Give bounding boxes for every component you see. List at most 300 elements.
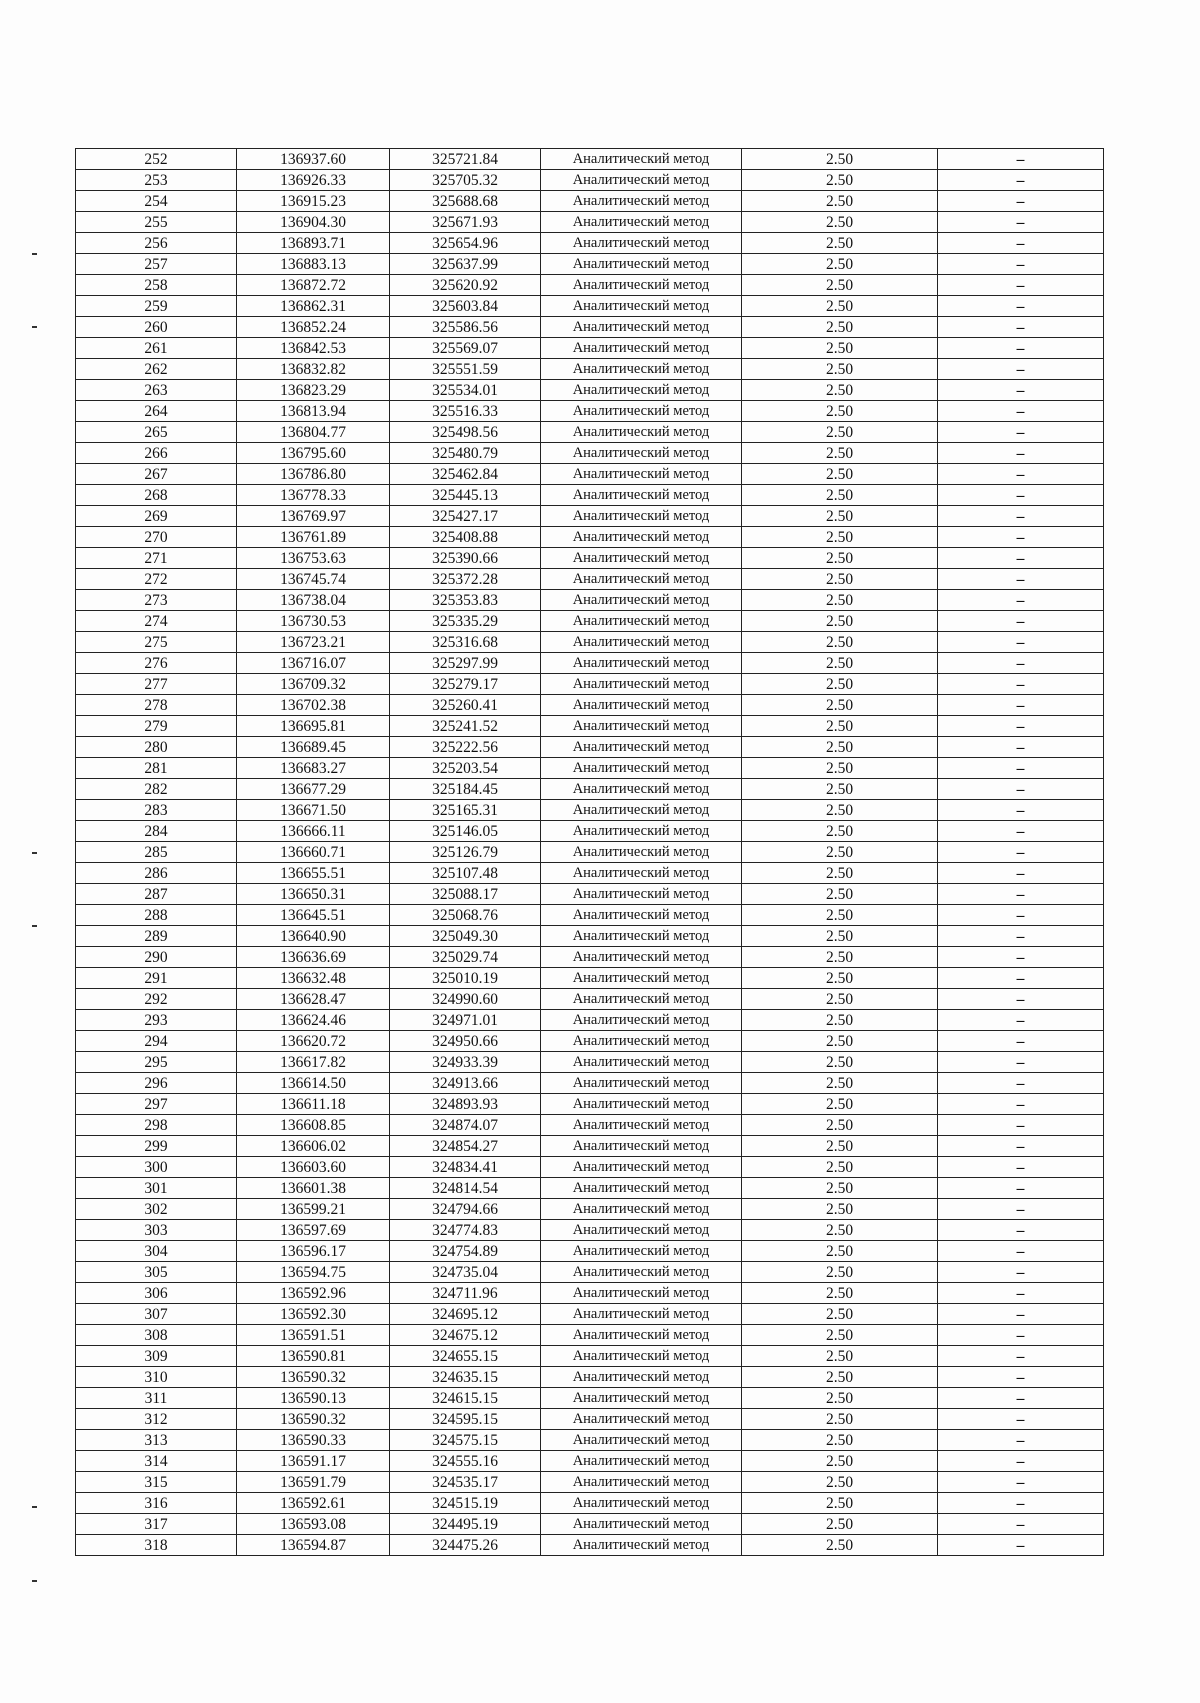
x-coordinate-text: 136592.96 (280, 1285, 346, 1302)
point-number-cell (76, 1262, 237, 1283)
y-coordinate-cell (390, 1472, 541, 1493)
y-coordinate-text: 325029.74 (432, 949, 498, 966)
method-text: Аналитический метод (572, 1159, 710, 1175)
point-number-cell (76, 422, 237, 443)
y-coordinate-text: 325408.88 (432, 529, 498, 546)
method-text: Аналитический метод (572, 739, 710, 755)
accuracy-text: 2.50 (825, 865, 854, 882)
point-number-text: 289 (144, 928, 168, 945)
method-text: Аналитический метод (572, 1516, 710, 1532)
accuracy-text: 2.50 (825, 1222, 854, 1239)
y-coordinate-text: 325010.19 (432, 970, 498, 987)
y-coordinate-text: 325049.30 (432, 928, 498, 945)
table-row (76, 716, 1104, 737)
accuracy-cell (742, 149, 938, 170)
point-number-text: 304 (144, 1243, 168, 1260)
point-number-cell (76, 1220, 237, 1241)
x-coordinate-text: 136883.13 (280, 256, 346, 273)
method-cell (541, 1241, 742, 1262)
method-cell (541, 1136, 742, 1157)
accuracy-cell (742, 989, 938, 1010)
y-coordinate-cell (390, 548, 541, 569)
note-text: – (1016, 1096, 1025, 1113)
note-cell (938, 296, 1104, 317)
accuracy-text: 2.50 (825, 613, 854, 630)
note-text: – (1016, 1264, 1025, 1281)
x-coordinate-text: 136893.71 (280, 235, 346, 252)
note-text: – (1016, 886, 1025, 903)
method-cell (541, 1178, 742, 1199)
note-cell (938, 1388, 1104, 1409)
accuracy-cell (742, 443, 938, 464)
method-text: Аналитический метод (572, 1054, 710, 1070)
accuracy-text: 2.50 (825, 1390, 854, 1407)
accuracy-text: 2.50 (825, 424, 854, 441)
y-coordinate-cell (390, 1094, 541, 1115)
accuracy-text: 2.50 (825, 382, 854, 399)
point-number-cell (76, 212, 237, 233)
method-cell (541, 842, 742, 863)
point-number-text: 253 (144, 172, 168, 189)
method-cell (541, 1262, 742, 1283)
x-coordinate-cell (237, 716, 390, 737)
x-coordinate-cell (237, 1262, 390, 1283)
method-text: Аналитический метод (572, 1243, 710, 1259)
x-coordinate-cell (237, 1283, 390, 1304)
x-coordinate-text: 136842.53 (280, 340, 346, 357)
point-number-text: 299 (144, 1138, 168, 1155)
method-text: Аналитический метод (572, 970, 710, 986)
x-coordinate-cell (237, 779, 390, 800)
y-coordinate-cell (390, 1010, 541, 1031)
method-cell (541, 1514, 742, 1535)
point-number-cell (76, 1136, 237, 1157)
point-number-cell (76, 1241, 237, 1262)
note-text: – (1016, 1222, 1025, 1239)
x-coordinate-text: 136709.32 (280, 676, 346, 693)
table-row (76, 170, 1104, 191)
x-coordinate-text: 136683.27 (280, 760, 346, 777)
note-cell (938, 1367, 1104, 1388)
accuracy-cell (742, 422, 938, 443)
y-coordinate-cell (390, 212, 541, 233)
point-number-cell (76, 737, 237, 758)
x-coordinate-cell (237, 191, 390, 212)
accuracy-cell (742, 233, 938, 254)
note-cell (938, 863, 1104, 884)
table-row (76, 1178, 1104, 1199)
x-coordinate-text: 136596.17 (280, 1243, 346, 1260)
method-text: Аналитический метод (572, 655, 710, 671)
note-cell (938, 653, 1104, 674)
note-text: – (1016, 781, 1025, 798)
x-coordinate-cell (237, 359, 390, 380)
accuracy-text: 2.50 (825, 1264, 854, 1281)
method-text: Аналитический метод (572, 151, 710, 167)
method-cell (541, 905, 742, 926)
x-coordinate-text: 136603.60 (280, 1159, 346, 1176)
method-text: Аналитический метод (572, 1138, 710, 1154)
accuracy-text: 2.50 (825, 361, 854, 378)
method-text: Аналитический метод (572, 382, 710, 398)
accuracy-text: 2.50 (825, 1495, 854, 1512)
x-coordinate-text: 136640.90 (280, 928, 346, 945)
y-coordinate-cell (390, 1073, 541, 1094)
y-coordinate-text: 325620.92 (432, 277, 498, 294)
point-number-text: 278 (144, 697, 168, 714)
method-cell (541, 275, 742, 296)
accuracy-text: 2.50 (825, 529, 854, 546)
y-coordinate-text: 325203.54 (432, 760, 498, 777)
note-text: – (1016, 1348, 1025, 1365)
note-cell (938, 254, 1104, 275)
x-coordinate-text: 136597.69 (280, 1222, 346, 1239)
accuracy-cell (742, 401, 938, 422)
point-number-cell (76, 1388, 237, 1409)
x-coordinate-cell (237, 1493, 390, 1514)
x-coordinate-cell (237, 611, 390, 632)
y-coordinate-text: 324635.15 (432, 1369, 498, 1386)
method-cell (541, 1283, 742, 1304)
accuracy-cell (742, 863, 938, 884)
method-text: Аналитический метод (572, 403, 710, 419)
note-text: – (1016, 844, 1025, 861)
accuracy-cell (742, 1493, 938, 1514)
note-cell (938, 1325, 1104, 1346)
accuracy-text: 2.50 (825, 697, 854, 714)
table-row (76, 1157, 1104, 1178)
accuracy-text: 2.50 (825, 1432, 854, 1449)
method-cell (541, 1031, 742, 1052)
x-coordinate-text: 136620.72 (280, 1033, 346, 1050)
scan-mark (32, 852, 37, 854)
accuracy-text: 2.50 (825, 319, 854, 336)
table-row (76, 926, 1104, 947)
table-row (76, 254, 1104, 275)
table-row (76, 905, 1104, 926)
y-coordinate-cell (390, 1283, 541, 1304)
point-number-text: 303 (144, 1222, 168, 1239)
table-row (76, 233, 1104, 254)
method-cell (541, 1304, 742, 1325)
table-row (76, 548, 1104, 569)
table-row (76, 1388, 1104, 1409)
method-text: Аналитический метод (572, 424, 710, 440)
table-row (76, 401, 1104, 422)
y-coordinate-text: 324475.26 (432, 1537, 498, 1554)
y-coordinate-text: 324913.66 (432, 1075, 498, 1092)
y-coordinate-text: 324515.19 (432, 1495, 498, 1512)
point-number-text: 305 (144, 1264, 168, 1281)
method-cell (541, 548, 742, 569)
note-text: – (1016, 1012, 1025, 1029)
method-cell (541, 632, 742, 653)
method-text: Аналитический метод (572, 781, 710, 797)
point-number-text: 273 (144, 592, 168, 609)
x-coordinate-text: 136593.08 (280, 1516, 346, 1533)
x-coordinate-cell (237, 1514, 390, 1535)
accuracy-text: 2.50 (825, 1138, 854, 1155)
point-number-cell (76, 149, 237, 170)
accuracy-cell (742, 317, 938, 338)
method-cell (541, 212, 742, 233)
x-coordinate-cell (237, 1388, 390, 1409)
x-coordinate-text: 136702.38 (280, 697, 346, 714)
coordinates-table-body (76, 149, 1104, 1556)
point-number-cell (76, 233, 237, 254)
accuracy-text: 2.50 (825, 550, 854, 567)
x-coordinate-cell (237, 1052, 390, 1073)
accuracy-cell (742, 338, 938, 359)
method-text: Аналитический метод (572, 928, 710, 944)
method-text: Аналитический метод (572, 718, 710, 734)
x-coordinate-cell (237, 590, 390, 611)
note-text: – (1016, 1390, 1025, 1407)
x-coordinate-text: 136872.72 (280, 277, 346, 294)
note-text: – (1016, 1306, 1025, 1323)
note-cell (938, 1409, 1104, 1430)
y-coordinate-cell (390, 989, 541, 1010)
accuracy-text: 2.50 (825, 1474, 854, 1491)
method-cell (541, 968, 742, 989)
y-coordinate-cell (390, 758, 541, 779)
note-text: – (1016, 1243, 1025, 1260)
scan-mark (32, 253, 37, 255)
y-coordinate-text: 325637.99 (432, 256, 498, 273)
method-text: Аналитический метод (572, 193, 710, 209)
y-coordinate-cell (390, 317, 541, 338)
method-cell (541, 1052, 742, 1073)
point-number-cell (76, 191, 237, 212)
y-coordinate-text: 324933.39 (432, 1054, 498, 1071)
table-row (76, 1031, 1104, 1052)
table-row (76, 569, 1104, 590)
y-coordinate-cell (390, 359, 541, 380)
method-text: Аналитический метод (572, 571, 710, 587)
table-row (76, 422, 1104, 443)
x-coordinate-text: 136601.38 (280, 1180, 346, 1197)
table-row (76, 1115, 1104, 1136)
method-text: Аналитический метод (572, 487, 710, 503)
point-number-cell (76, 1157, 237, 1178)
note-cell (938, 506, 1104, 527)
accuracy-text: 2.50 (825, 1054, 854, 1071)
table-row (76, 1094, 1104, 1115)
y-coordinate-text: 325335.29 (432, 613, 498, 630)
table-row (76, 317, 1104, 338)
point-number-text: 308 (144, 1327, 168, 1344)
table-row (76, 779, 1104, 800)
point-number-text: 255 (144, 214, 168, 231)
x-coordinate-text: 136723.21 (280, 634, 346, 651)
point-number-text: 263 (144, 382, 168, 399)
table-row (76, 338, 1104, 359)
note-text: – (1016, 970, 1025, 987)
y-coordinate-cell (390, 1304, 541, 1325)
accuracy-cell (742, 611, 938, 632)
point-number-cell (76, 359, 237, 380)
table-row (76, 674, 1104, 695)
y-coordinate-text: 324595.15 (432, 1411, 498, 1428)
note-cell (938, 1346, 1104, 1367)
accuracy-cell (742, 212, 938, 233)
point-number-text: 267 (144, 466, 168, 483)
method-cell (541, 800, 742, 821)
method-cell (541, 926, 742, 947)
x-coordinate-text: 136628.47 (280, 991, 346, 1008)
table-row (76, 800, 1104, 821)
table-row (76, 1304, 1104, 1325)
point-number-text: 258 (144, 277, 168, 294)
x-coordinate-cell (237, 653, 390, 674)
accuracy-text: 2.50 (825, 1117, 854, 1134)
table-row (76, 296, 1104, 317)
note-cell (938, 527, 1104, 548)
method-text: Аналитический метод (572, 1033, 710, 1049)
accuracy-text: 2.50 (825, 676, 854, 693)
accuracy-cell (742, 590, 938, 611)
note-text: – (1016, 487, 1025, 504)
method-cell (541, 674, 742, 695)
accuracy-text: 2.50 (825, 1453, 854, 1470)
table-row (76, 275, 1104, 296)
point-number-text: 276 (144, 655, 168, 672)
accuracy-cell (742, 569, 938, 590)
note-cell (938, 674, 1104, 695)
point-number-cell (76, 1010, 237, 1031)
point-number-text: 297 (144, 1096, 168, 1113)
point-number-cell (76, 905, 237, 926)
x-coordinate-text: 136590.33 (280, 1432, 346, 1449)
point-number-cell (76, 800, 237, 821)
note-text: – (1016, 1285, 1025, 1302)
point-number-text: 315 (144, 1474, 168, 1491)
x-coordinate-text: 136761.89 (280, 529, 346, 546)
accuracy-cell (742, 947, 938, 968)
note-cell (938, 1472, 1104, 1493)
x-coordinate-cell (237, 401, 390, 422)
accuracy-cell (742, 758, 938, 779)
point-number-cell (76, 1430, 237, 1451)
x-coordinate-text: 136590.13 (280, 1390, 346, 1407)
note-cell (938, 1157, 1104, 1178)
x-coordinate-cell (237, 1094, 390, 1115)
accuracy-cell (742, 716, 938, 737)
accuracy-cell (742, 779, 938, 800)
y-coordinate-text: 325184.45 (432, 781, 498, 798)
x-coordinate-cell (237, 863, 390, 884)
point-number-text: 252 (144, 151, 168, 168)
y-coordinate-text: 325279.17 (432, 676, 498, 693)
note-text: – (1016, 676, 1025, 693)
x-coordinate-text: 136738.04 (280, 592, 346, 609)
note-cell (938, 1283, 1104, 1304)
note-cell (938, 1430, 1104, 1451)
y-coordinate-cell (390, 1388, 541, 1409)
method-text: Аналитический метод (572, 1012, 710, 1028)
point-number-cell (76, 842, 237, 863)
method-cell (541, 1367, 742, 1388)
x-coordinate-cell (237, 1451, 390, 1472)
x-coordinate-cell (237, 443, 390, 464)
x-coordinate-cell (237, 149, 390, 170)
note-text: – (1016, 592, 1025, 609)
note-cell (938, 611, 1104, 632)
x-coordinate-text: 136632.48 (280, 970, 346, 987)
accuracy-text: 2.50 (825, 403, 854, 420)
y-coordinate-cell (390, 170, 541, 191)
note-cell (938, 1178, 1104, 1199)
point-number-text: 270 (144, 529, 168, 546)
note-cell (938, 1010, 1104, 1031)
method-text: Аналитический метод (572, 361, 710, 377)
x-coordinate-cell (237, 569, 390, 590)
note-text: – (1016, 1033, 1025, 1050)
accuracy-cell (742, 191, 938, 212)
note-cell (938, 716, 1104, 737)
x-coordinate-cell (237, 1031, 390, 1052)
note-cell (938, 1241, 1104, 1262)
y-coordinate-text: 325480.79 (432, 445, 498, 462)
note-cell (938, 401, 1104, 422)
table-row (76, 359, 1104, 380)
method-cell (541, 464, 742, 485)
x-coordinate-text: 136769.97 (280, 508, 346, 525)
note-text: – (1016, 529, 1025, 546)
note-cell (938, 1535, 1104, 1556)
note-text: – (1016, 1117, 1025, 1134)
x-coordinate-cell (237, 1157, 390, 1178)
point-number-cell (76, 1178, 237, 1199)
method-text: Аналитический метод (572, 1327, 710, 1343)
point-number-cell (76, 464, 237, 485)
method-text: Аналитический метод (572, 592, 710, 608)
point-number-cell (76, 821, 237, 842)
accuracy-text: 2.50 (825, 235, 854, 252)
point-number-cell (76, 1115, 237, 1136)
point-number-cell (76, 1346, 237, 1367)
point-number-text: 295 (144, 1054, 168, 1071)
y-coordinate-cell (390, 1178, 541, 1199)
method-text: Аналитический метод (572, 676, 710, 692)
accuracy-cell (742, 275, 938, 296)
method-text: Аналитический метод (572, 907, 710, 923)
method-cell (541, 422, 742, 443)
x-coordinate-text: 136611.18 (280, 1096, 346, 1113)
note-cell (938, 422, 1104, 443)
accuracy-cell (742, 1367, 938, 1388)
y-coordinate-cell (390, 947, 541, 968)
accuracy-text: 2.50 (825, 592, 854, 609)
x-coordinate-text: 136716.07 (280, 655, 346, 672)
note-text: – (1016, 991, 1025, 1008)
accuracy-text: 2.50 (825, 1411, 854, 1428)
accuracy-text: 2.50 (825, 214, 854, 231)
note-cell (938, 380, 1104, 401)
table-row (76, 863, 1104, 884)
method-text: Аналитический метод (572, 1432, 710, 1448)
method-text: Аналитический метод (572, 1264, 710, 1280)
accuracy-cell (742, 674, 938, 695)
point-number-cell (76, 926, 237, 947)
accuracy-cell (742, 296, 938, 317)
x-coordinate-cell (237, 1073, 390, 1094)
point-number-text: 264 (144, 403, 168, 420)
method-text: Аналитический метод (572, 634, 710, 650)
x-coordinate-cell (237, 170, 390, 191)
x-coordinate-cell (237, 695, 390, 716)
accuracy-cell (742, 1409, 938, 1430)
